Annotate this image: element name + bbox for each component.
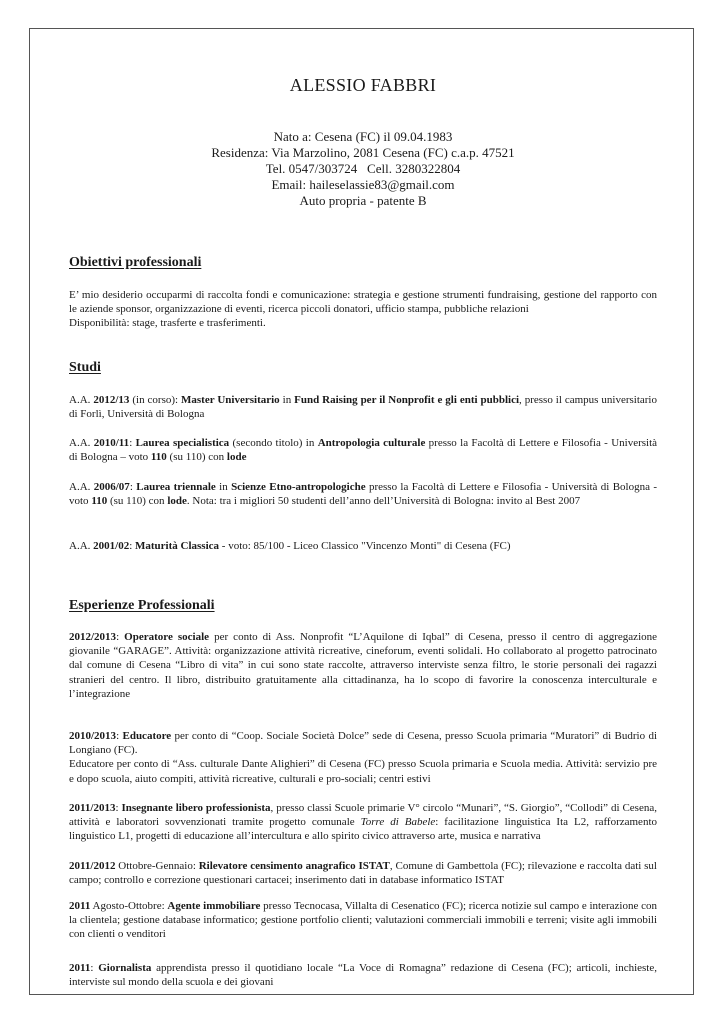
residence-info: Residenza: Via Marzolino, 2081 Cesena (FC) c.a.p. 47521	[211, 145, 515, 160]
experience-period: 2010/2013	[69, 730, 117, 742]
experience-text: per conto di “Coop. Sociale Società Dolce” sede di Cesena, presso Scuola primaria “Muratori” di Budrio di Longiano (FC).	[69, 730, 657, 757]
study-text: , presso il campus universitario di Forlì, Università di Bologna	[69, 394, 657, 421]
experience-role: Insegnante libero professionista	[121, 802, 271, 814]
study-text: . Nota: tra i migliori 50 studenti dell’anno dell’Università di Bologna: invito al Best 2007	[186, 495, 581, 508]
experience-text: per conto di Ass. Nonprofit “L’Aquilone di Iqbal” di Cesena, presso il centro di aggregazione giovanile “GARAGE”. Attività: organizzazione attività ricreative, cineforum, eventi solidali. Ho collaborato al progetto patrocinato dal comune di Cesena “Libro di vita” in cui sono state raccolte, attraverso interviste senza filtro, le storie personali dei ragazzi stranieri del centro. Il libro, distribuito gratuitamente alla cittadinanza, ha lo scopo di favorire la conoscenza interculturale e l’integrazione	[69, 631, 658, 700]
study-year: 2012/13	[93, 394, 130, 406]
experience-period: 2011/2013	[69, 802, 116, 814]
objectives-availability: Disponibilità: stage, trasferte e trasferimenti.	[69, 317, 266, 330]
study-text: presso la Facoltà di Lettere e Filosofia - Università di Bologna - voto	[69, 481, 658, 508]
car-info: Auto propria - patente B	[299, 193, 427, 208]
study-text: :	[129, 540, 136, 552]
project-name: Torre di Babele	[360, 816, 436, 829]
candidate-name: ALESSIO FABBRI	[289, 75, 437, 95]
experience-text: :	[115, 802, 122, 814]
experience-period: 2012/2013	[69, 631, 117, 643]
experience-text: : facilitazione linguistica Ita L2, rafforzamento linguistico L1, progetti di educazione all’intercultura e allo spirito civico attraverso arte, musica e narrativa	[69, 816, 658, 843]
study-subject: Antropologia culturale	[317, 437, 426, 449]
experience-period: 2011	[69, 962, 91, 974]
study-item	[69, 393, 657, 421]
study-item	[69, 436, 657, 464]
study-degree: Master Universitario	[181, 394, 280, 406]
study-honors: lode	[167, 495, 187, 508]
study-text: A.A.	[69, 540, 94, 552]
section-title-objectives: Obiettivi professionali	[69, 255, 202, 270]
experience-text: presso Tecnocasa, Villalta di Cesenatico (FC); ricerca notizie sul campo e interazione con la clientela; gestione database informatico; gestione portfolio clienti; valutazioni commerciali immobili e terreni; visite agli immobili con clienti o venditori	[69, 900, 657, 941]
study-text: (su 110) con	[107, 495, 168, 508]
study-grade: 110	[150, 451, 167, 464]
study-year: 2006/07	[93, 481, 130, 493]
study-text: A.A.	[69, 437, 94, 449]
study-text: - voto: 85/100 - Liceo Classico "Vincenzo Monti" di Cesena (FC)	[219, 540, 511, 552]
section-title-studies: Studi	[69, 360, 101, 375]
study-subject: Fund Raising per il Nonprofit e gli enti pubblici	[294, 394, 520, 406]
experience-item	[69, 961, 657, 989]
study-text: (su 110) con	[166, 451, 227, 464]
study-text: in	[215, 481, 232, 493]
objectives-text: E’ mio desiderio occuparmi di raccolta fondi e comunicazione: strategia e gestione strumenti fundraising, gestione del rapporto con le aziende sponsor, organizzazione di eventi, ricerca piccoli donatori, ufficio stampa, pubbliche relazioni	[69, 289, 657, 316]
experience-item	[69, 729, 657, 786]
study-item	[69, 480, 657, 508]
resume-page	[29, 28, 694, 995]
study-degree: Laurea triennale	[136, 481, 216, 493]
section-title-experience: Esperienze Professionali	[69, 598, 215, 613]
experience-role: Educatore	[122, 730, 172, 742]
study-year: 2001/02	[93, 540, 130, 552]
experience-text: apprendista presso il quotidiano locale “La Voce di Romagna” redazione di Cesena (FC); articoli, inchieste, interviste sul mondo della scuola e dei giovani	[69, 962, 657, 989]
experience-role: Agente immobiliare	[167, 900, 261, 912]
study-text: (secondo titolo) in	[229, 437, 318, 449]
experience-text: :	[116, 730, 123, 742]
email-info: Email: haileselassie83@gmail.com	[271, 177, 455, 192]
study-text: :	[129, 437, 136, 449]
experience-role: Operatore sociale	[124, 631, 210, 643]
study-degree: Laurea specialistica	[135, 437, 230, 449]
experience-text: Educatore per conto di “Ass. culturale Dante Alighieri” di Cesena (FC) presso Scuola primaria e Scuola media. Attività: servizio pre e dopo scuola, aiuto compiti, attività ricreative, culturali e pro-sociali; centri estivi	[69, 758, 657, 785]
experience-text: :	[116, 631, 125, 643]
experience-item	[69, 630, 657, 701]
experience-period: 2011	[69, 900, 91, 912]
study-item	[69, 539, 657, 553]
study-text: A.A.	[69, 394, 94, 406]
objectives-paragraph	[69, 288, 657, 331]
experience-text: :	[90, 962, 99, 974]
study-degree: Maturità Classica	[135, 540, 220, 552]
birth-info: Nato a: Cesena (FC) il 09.04.1983	[273, 129, 453, 144]
experience-text: , presso classi Scuole primarie V° circolo “Munari”, “S. Giorgio”, “Collodi” di Cesena, attività e laboratori sovvenzionati tramite progetto comunale	[69, 802, 657, 829]
experience-role: Rilevatore censimento anagrafico ISTAT	[198, 860, 390, 872]
study-year: 2010/11	[93, 437, 130, 449]
study-text: :	[129, 481, 137, 493]
study-text: presso la Facoltà di Lettere e Filosofia - Università di Bologna – voto	[69, 437, 658, 464]
study-honors: lode	[226, 451, 247, 464]
experience-role: Giornalista	[98, 962, 152, 974]
experience-period: 2011/2012	[69, 860, 116, 872]
study-text: (in corso):	[129, 394, 182, 406]
experience-item	[69, 899, 657, 942]
experience-text: Ottobre-Gennaio:	[115, 860, 199, 872]
study-subject: Scienze Etno-antropologiche	[231, 481, 366, 493]
study-text: in	[279, 394, 295, 406]
contact-block	[69, 129, 657, 209]
experience-text: , Comune di Gambettola (FC); rilevazione e raccolta dati sul campo; controllo e correzione questionari cartacei; inserimento dati in database informatico ISTAT	[69, 860, 657, 887]
study-grade: 110	[91, 495, 108, 508]
experience-item	[69, 801, 657, 844]
experience-item	[69, 859, 657, 887]
experience-text: Agosto-Ottobre:	[90, 900, 168, 912]
study-text: A.A.	[69, 481, 94, 493]
phone-info: Tel. 0547/303724 Cell. 3280322804	[265, 161, 461, 176]
